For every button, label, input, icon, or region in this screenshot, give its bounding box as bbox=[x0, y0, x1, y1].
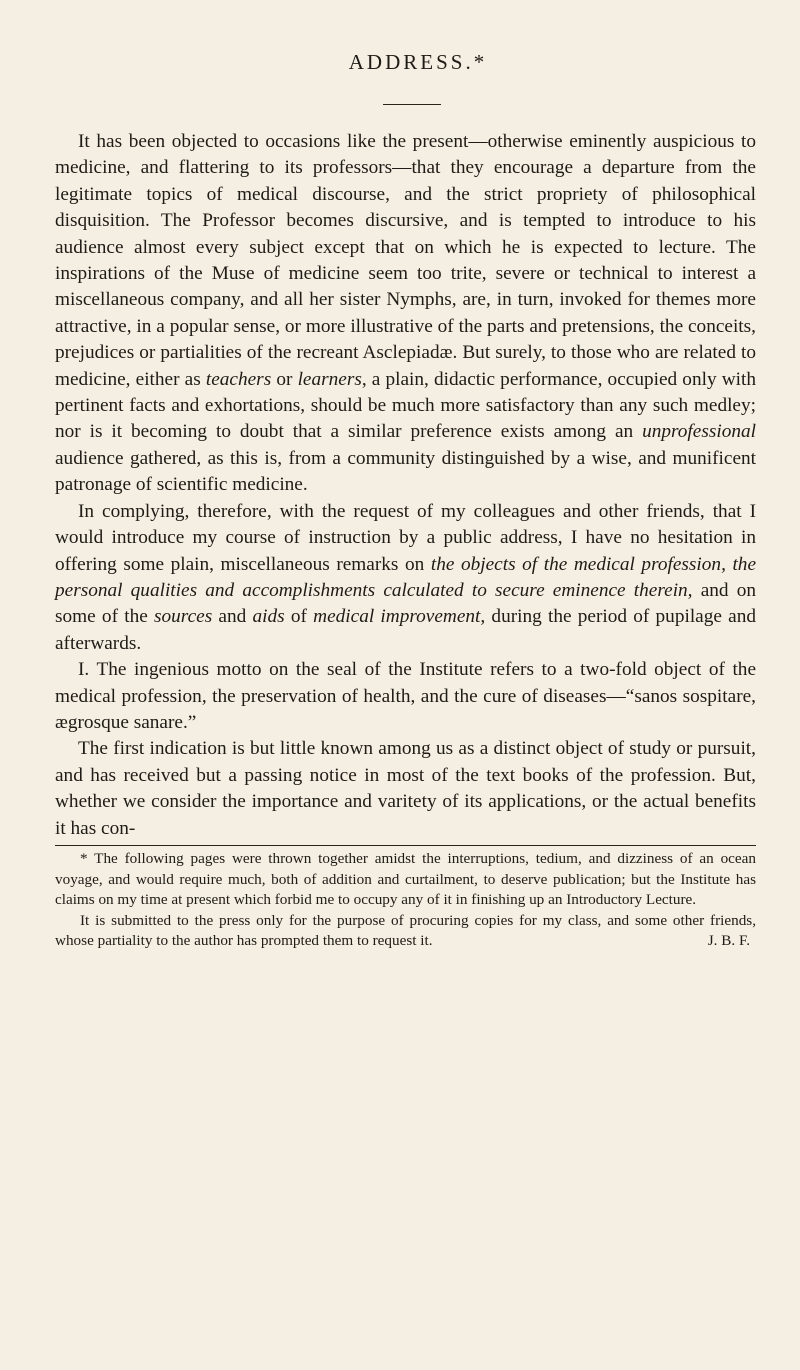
paragraph-2 bbox=[55, 499, 756, 657]
paragraph-1 bbox=[55, 129, 756, 499]
paragraph-2-mid1: and on some of the bbox=[55, 579, 757, 628]
title-divider bbox=[383, 104, 441, 105]
emphasis-unprofessional: unprofessional bbox=[642, 421, 756, 443]
paragraph-2-mid2: and bbox=[212, 606, 253, 628]
page-title: ADDRESS.* bbox=[348, 50, 488, 74]
paragraph-4: The first indication is but little known among us as a distinct object of study or pursuit, and has received but a passing notice in most of the text books of the profession. But, whether we consider the importance and varitety of its applications, or the actual benefits it has con- bbox=[55, 738, 756, 839]
emphasis-learners: learners bbox=[297, 368, 362, 390]
emphasis-improvement: medical improvement, bbox=[313, 606, 486, 628]
emphasis-sources: sources bbox=[154, 606, 213, 628]
footnote-1: * The following pages were thrown together amidst the interruptions, tedium, and dizziness of an ocean voyage, and would require much, both of addition and curtailment, to deserve publication; but the Institute has claims on my time at present which forbid me to occupy any of it in finishing up an Introductory Lecture. bbox=[55, 849, 756, 909]
paragraph-1-text: It has been objected to occasions like the present—otherwise eminently auspicious to medicine, and flattering to its professors—that they encourage a departure from the legitimate topics of medical discourse, and the strict propriety of philosophical disquisition. The Professor becomes discursive, and is tempted to introduce to his audience almost every subject except that on which he is expected to lecture. The inspirations of the Muse of medicine seem too trite, severe or technical to interest a miscellaneous company, and all her sister Nymphs, are, in turn, invoked for themes more attractive, in a popular sense, or more illustrative of the parts and pretensions, the conceits, prejudices or partialities of the recreant Asclepiadæ. But surely, to those who are related to medicine, either as bbox=[55, 131, 756, 390]
body-text bbox=[55, 129, 756, 842]
paragraph-2-start: In complying, therefore, with the request of my colleagues and other friends, that I would introduce my course of instruction by a public address, I have no hesitation in offering some plain, miscellaneous remarks on bbox=[55, 500, 756, 575]
footnote-divider bbox=[55, 845, 756, 846]
footnotes bbox=[55, 849, 756, 952]
paragraph-1-end: audience gathered, as this is, from a community distinguished by a wise, and munificent patronage of scientific medicine. bbox=[55, 447, 756, 496]
paragraph-2-end: during the period of pupilage and afterwards. bbox=[55, 606, 757, 654]
paragraph-1-mid1: or bbox=[271, 368, 298, 390]
emphasis-objects: the objects of the medical profession, the personal qualities and accomplishments calculated to secure eminence therein, bbox=[55, 553, 757, 601]
paragraph-1-mid2: , a plain, didactic performance, occupied only with pertinent facts and exhortations, should be much more satisfactory than any such medley; nor is it becoming to doubt that a similar preference exists among an bbox=[55, 368, 757, 443]
paragraph-3: I. The ingenious motto on the seal of the Institute refers to a two-fold object of the medical profession, the preservation of health, and the cure of diseases—“sanos sospitare, ægrosque sanare.” bbox=[55, 659, 756, 733]
paragraph-2-mid3: of bbox=[284, 606, 314, 628]
emphasis-teachers: teachers bbox=[205, 368, 272, 390]
footnote-2-text: It is submitted to the press only for the purpose of procuring copies for my class, and some other friends, whose partiality to the author has prompted them to request it. bbox=[55, 911, 756, 950]
emphasis-aids: aids bbox=[252, 606, 285, 628]
author-signature: J. B. F. bbox=[707, 932, 750, 950]
footnote-2 bbox=[55, 911, 756, 952]
